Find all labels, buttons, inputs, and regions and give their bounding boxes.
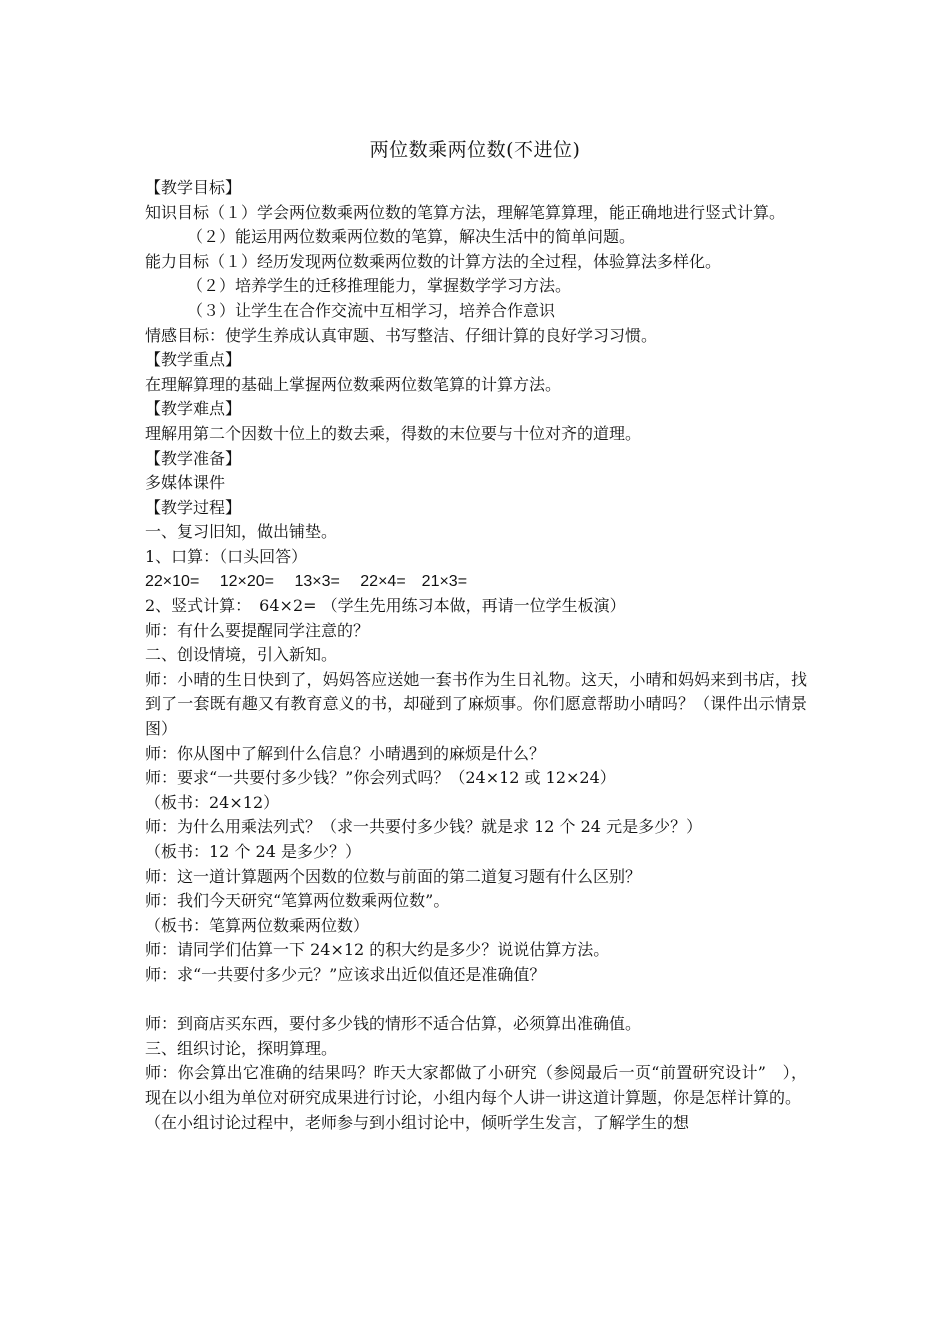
paragraph-knowledge-goal-2: （２）能运用两位数乘两位数的笔算，解决生活中的简单问题。 — [187, 227, 636, 247]
paragraph-preparation: 多媒体课件 — [145, 473, 226, 493]
paragraph-estimate: 师：请同学们估算一下 24×12 的积大约是多少？说说估算方法。 — [145, 940, 610, 960]
paragraph-why-multiply: 师：为什么用乘法列式？（求一共要付多少钱？就是求 12 个 24 元是多少？） — [145, 817, 703, 837]
paragraph-step-3: 三、组织讨论，探明算理。 — [145, 1038, 338, 1058]
paragraph-ability-goal-2: （２）培养学生的迁移推理能力，掌握数学学习方法。 — [187, 276, 572, 296]
paragraph-teacher-participation: （在小组讨论过程中，老师参与到小组讨论中，倾听学生发言，了解学生的想 — [145, 1112, 690, 1132]
section-heading-key-points: 【教学重点】 — [145, 350, 242, 370]
paragraph-topic: 师：我们今天研究“笔算两位数乘两位数”。 — [145, 891, 450, 911]
paragraph-board-2: （板书：12 个 24 是多少？） — [145, 842, 361, 862]
paragraph-teacher-reminder: 师：有什么要提醒同学注意的？ — [145, 620, 370, 640]
paragraph-difficulties: 理解用第二个因数十位上的数去乘，得数的末位要与十位对齐的道理。 — [145, 423, 642, 443]
paragraph-ability-goal-3: （３）让学生在合作交流中互相学习，培养合作意识 — [187, 300, 556, 320]
paragraph-story: 师：小晴的生日快到了，妈妈答应送她一套书作为生日礼物。这天，小晴和妈妈来到书店，找到了一套既有趣又有教育意义的书，却碰到了麻烦事。你们愿意帮助小晴吗？（课件出示情景图） — [145, 669, 807, 739]
paragraph-oral-calc-items: 22×10= 12×20= 13×3= 22×4= 21×3= — [145, 572, 468, 590]
section-heading-objectives: 【教学目标】 — [145, 178, 242, 197]
paragraph-shopping: 师：到商店买东西，要付多少钱的情形不适合估算，必须算出准确值。 — [145, 1014, 642, 1034]
paragraph-board-1: （板书：24×12） — [145, 792, 280, 812]
section-heading-process: 【教学过程】 — [145, 497, 242, 517]
section-heading-difficulties: 【教学难点】 — [145, 399, 242, 419]
paragraph-question-formula: 师：要求“一共要付多少钱？”你会列式吗？（24×12 或 12×24） — [145, 768, 616, 788]
paragraph-group-discussion: 师：你会算出它准确的结果吗？昨天大家都做了小研究（参阅最后一页“前置研究设计” ），现在以小组为单位对研究成果进行讨论，小组内每个人讲一讲这道计算题，你是怎样计算的。 — [145, 1063, 807, 1107]
paragraph-ability-goal-1: 能力目标（１）经历发现两位数乘两位数的计算方法的全过程，体验算法多样化。 — [145, 251, 722, 271]
paragraph-vertical-calc: 2、竖式计算： 64×2= （学生先用练习本做，再请一位学生板演） — [145, 596, 626, 616]
paragraph-key-points: 在理解算理的基础上掌握两位数乘两位数笔算的计算方法。 — [145, 374, 562, 394]
section-heading-preparation: 【教学准备】 — [145, 448, 242, 468]
paragraph-approx-or-exact: 师：求“一共要付多少元？”应该求出近似值还是准确值？ — [145, 965, 546, 984]
paragraph-board-3: （板书：笔算两位数乘两位数） — [145, 915, 370, 935]
paragraph-oral-calc: 1、口算：（口头回答） — [145, 546, 308, 566]
paragraph-step-1: 一、复习旧知，做出铺垫。 — [145, 522, 338, 542]
paragraph-question-info: 师：你从图中了解到什么信息？小晴遇到的麻烦是什么？ — [145, 743, 546, 763]
paragraph-step-2: 二、创设情境，引入新知。 — [145, 645, 338, 665]
document-body — [145, 176, 807, 1135]
paragraph-difference: 师：这一道计算题两个因数的位数与前面的第二道复习题有什么区别？ — [145, 866, 642, 886]
paragraph-knowledge-goal-1: 知识目标（１）学会两位数乘两位数的笔算方法，理解笔算算理，能正确地进行竖式计算。 — [145, 202, 786, 222]
document-title: 两位数乘两位数(不进位) — [369, 139, 581, 161]
blank-line — [145, 988, 807, 1013]
paragraph-emotion-goal: 情感目标：使学生养成认真审题、书写整洁、仔细计算的良好学习习惯。 — [145, 325, 658, 345]
